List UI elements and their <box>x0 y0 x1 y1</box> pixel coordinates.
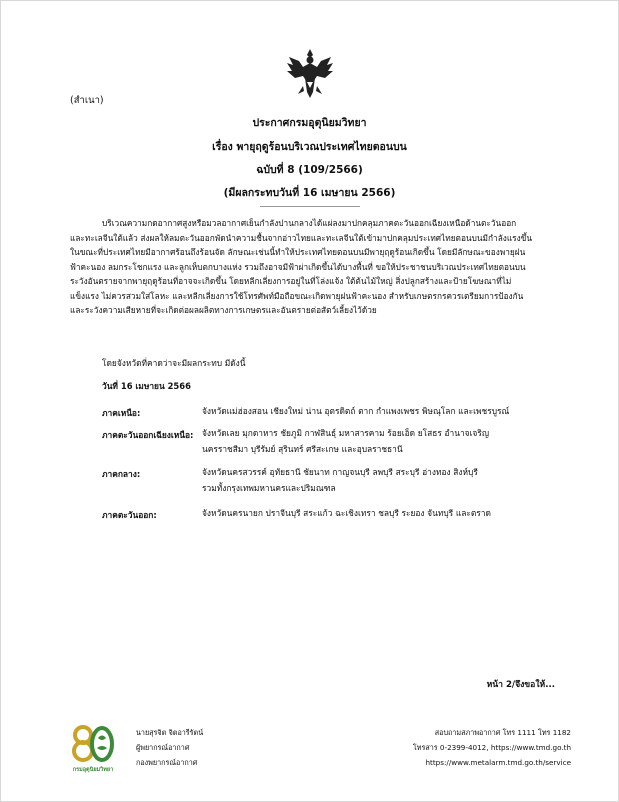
body-line: บริเวณความกดอากาศสูงหรือมวลอากาศเย็นกำลังปานกลางได้แผ่ลงมาปกคลุมภาคตะวันออกเฉียงเหนือด้านตะวันออก <box>102 218 517 228</box>
signer-division: กองพยากรณ์อากาศ <box>136 758 198 767</box>
announcement-subject: เรื่อง พายุฤดูร้อนบริเวณประเทศไทยตอนบน <box>212 141 407 153</box>
copy-label: (สำเนา) <box>70 95 104 106</box>
region-central-provinces <box>202 464 542 496</box>
region-northeast-label: ภาคตะวันออกเฉียงเหนือ: <box>102 430 194 440</box>
region-east-label: ภาคตะวันออก: <box>102 510 157 520</box>
affected-intro: โดยจังหวัดที่คาดว่าจะมีผลกระทบ มีดังนี้ <box>102 358 246 368</box>
region-east-provinces <box>202 505 542 521</box>
logo-caption: กรมอุตุนิยมวิทยา <box>72 767 114 773</box>
tmd-80-logo-icon <box>70 722 116 774</box>
garuda-emblem-icon <box>283 46 337 100</box>
province-line: จังหวัดนครนายก ปราจีนบุรี สระแก้ว ฉะเชิงเทรา ชลบุรี ระยอง จันทบุรี และตราด <box>202 508 491 518</box>
contact-fax-website[interactable]: โทรสาร 0-2399-4012, https://www.tmd.go.th <box>412 743 571 752</box>
affected-date: วันที่ 16 เมษายน 2566 <box>102 381 191 391</box>
region-north-label: ภาคเหนือ: <box>102 408 141 418</box>
province-line: นครราชสีมา บุรีรัมย์ สุรินทร์ ศรีสะเกษ และอุบลราชธานี <box>202 444 403 454</box>
announcement-effective-date: (มีผลกระทบวันที่ 16 เมษายน 2566) <box>223 187 396 199</box>
announcement-title: ประกาศกรมอุตุนิยมวิทยา <box>252 117 367 129</box>
signer-name: นายสุรจิต จิตอารีรัตน์ <box>136 728 204 737</box>
contact-phone: สอบถามสภาพอากาศ โทร 1111 โทร 1182 <box>434 728 571 737</box>
body-line: ระวังอันตรายจากพายุฤดูร้อนที่อาจจะเกิดขึ้น โดยหลีกเลี่ยงการอยู่ในที่โล่งแจ้ง ใต้ต้นไม้ใหญ่ สิ่งปลูกสร้างและป้ายโฆษณาที่ไม่ <box>70 276 512 286</box>
contact-alert-website[interactable]: https://www.metalarm.tmd.go.th/service <box>425 758 571 767</box>
next-page-note: หน้า 2/จึงขอให้... <box>486 680 555 690</box>
province-line: รวมทั้งกรุงเทพมหานครและปริมณฑล <box>202 483 336 493</box>
province-line: จังหวัดแม่ฮ่องสอน เชียงใหม่ น่าน อุตรดิตถ์ ตาก กำแพงเพชร พิษณุโลก และเพชรบูรณ์ <box>202 406 510 416</box>
signer-title: ผู้พยากรณ์อากาศ <box>136 743 190 752</box>
title-separator <box>260 206 360 207</box>
province-line: จังหวัดนครสวรรค์ อุทัยธานี ชัยนาท กาญจนบุรี ลพบุรี สระบุรี อ่างทอง สิงห์บุรี <box>202 467 478 477</box>
announcement-number: ฉบับที่ 8 (109/2566) <box>256 164 363 176</box>
region-central-label: ภาคกลาง: <box>102 469 141 479</box>
region-north-provinces <box>202 403 542 419</box>
body-line: ในขณะที่ประเทศไทยมีอากาศร้อนถึงร้อนจัด ลักษณะเช่นนี้ทำให้ประเทศไทยตอนบนมีพายุฤดูร้อนเกิดขึ้น โดยมีลักษณะของพายุฝน <box>70 247 526 257</box>
region-northeast-provinces <box>202 425 542 457</box>
body-line: ฟ้าคะนอง ลมกระโชกแรง และลูกเห็บตกบางแห่ง รวมถึงอาจมีฟ้าผ่าเกิดขึ้นได้บางพื้นที่ ขอให้ประชาชนบริเวณประเทศไทยตอนบน <box>70 261 526 272</box>
announcement-body <box>70 216 558 318</box>
body-line: และระวังความเสียหายที่จะเกิดต่อผลผลิตทางการเกษตรและอันตรายต่อสัตว์เลี้ยงไว้ด้วย <box>70 305 377 315</box>
body-line: และทะเลจีนใต้แล้ว ส่งผลให้ลมตะวันออกพัดนำความชื้นจากอ่าวไทยและทะเลจีนใต้เข้ามาปกคลุมประเทศไทยตอนบนมีกำลังแรงขึ้น <box>70 232 533 243</box>
body-line: แข็งแรง ไม่ควรสวมใส่โลหะ และหลีกเลี่ยงการใช้โทรศัพท์มือถือขณะเกิดพายุฝนฟ้าคะนอง สำหรับเกษตรกรควรเตรียมการป้องกัน <box>70 290 524 301</box>
province-line: จังหวัดเลย มุกดาหาร ชัยภูมิ กาฬสินธุ์ มหาสารคาม ร้อยเอ็ด ยโสธร อำนาจเจริญ <box>202 428 489 438</box>
